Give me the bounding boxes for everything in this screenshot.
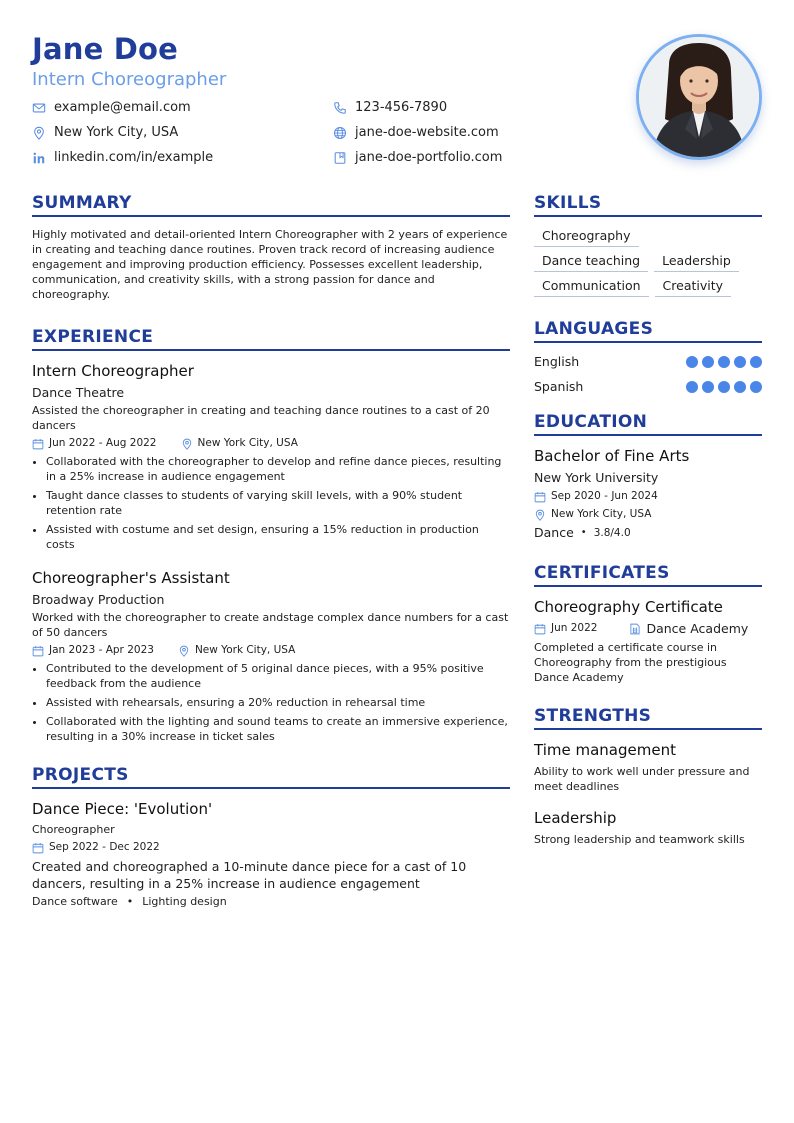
proficiency-dot [702,356,714,368]
phone-text: 123-456-7890 [355,100,448,115]
portfolio-bookmark-icon [333,151,347,165]
email-text: example@email.com [54,100,191,115]
job-dates: Jan 2023 - Apr 2023 [49,644,154,656]
tag-separator: • [126,895,134,908]
job-bullet: • Collaborated with the choreographer to develop and refine dance pieces, resulting in a 25% increase in audience engagement [46,454,510,484]
contact-email[interactable] [32,98,333,117]
experience-item [32,568,510,744]
skill-tag: Choreography [534,227,639,247]
candidate-role: Intern Choreographer [32,69,227,90]
strength-title: Time management [534,741,676,759]
language-row [534,349,762,374]
project-dates: Sep 2022 - Dec 2022 [49,841,160,853]
resume-body [32,192,762,908]
project-role: Choreographer [32,823,115,836]
school-name: New York University [534,470,659,485]
projects-section [32,764,510,908]
experience-section [32,326,510,744]
certificate-description: Completed a certificate course in Choreography from the prestigious Dance Academy [534,641,727,684]
language-row [534,374,762,399]
summary-section [32,192,510,302]
proficiency-dot [734,381,746,393]
certificates-heading: CERTIFICATES [534,562,762,587]
education-location-row [534,507,762,522]
strength-title: Leadership [534,809,617,827]
proficiency-dot [686,356,698,368]
skills-heading: SKILLS [534,192,762,217]
field-separator: • [580,527,587,538]
certificate-date: Jun 2022 [551,622,598,634]
job-bullet: • Assisted with costume and set design, ensuring a 15% reduction in production costs [46,522,510,552]
strengths-section [534,705,762,847]
resume-header [32,30,762,192]
job-bullets [32,454,510,552]
experience-item [32,361,510,552]
proficiency-dot [750,356,762,368]
languages-heading: LANGUAGES [534,318,762,343]
skill-tag: Creativity [655,277,732,297]
job-title: Choreographer's Assistant [32,569,230,587]
education-field: Dance [534,525,574,540]
candidate-name: Jane Doe [32,32,179,66]
location-pin-icon [534,509,546,521]
job-location: New York City, USA [194,644,296,656]
calendar-icon [32,438,44,450]
skill-tag: Communication [534,277,649,297]
job-description: Worked with the choreographer to create andstage complex dance numbers for a cast of 50 dancers [32,611,509,639]
proficiency-dot [734,356,746,368]
proficiency-dot [718,356,730,368]
job-meta [32,436,510,451]
institution-icon [629,623,641,635]
degree: Bachelor of Fine Arts [534,447,690,465]
certificate-issuer: Dance Academy [646,621,749,636]
job-title: Intern Choreographer [32,362,194,380]
location-pin-icon [181,438,193,450]
skill-tag: Dance teaching [534,252,648,272]
project-tag: Lighting design [142,895,227,908]
company-name: Dance Theatre [32,385,125,400]
left-column [32,192,510,908]
language-level [682,356,762,368]
portfolio-text: jane-doe-portfolio.com [355,150,503,165]
profile-avatar-illustration [639,37,759,157]
job-bullet: • Assisted with rehearsals, ensuring a 20% reduction in rehearsal time [46,695,510,710]
calendar-icon [534,491,546,503]
education-gpa: 3.8/4.0 [593,526,631,539]
contact-portfolio[interactable] [333,148,532,167]
job-location: New York City, USA [197,437,298,449]
calendar-icon [32,842,44,854]
proficiency-dot [702,381,714,393]
summary-text: Highly motivated and detail-oriented Intern Choreographer with 2 years of experience in creating and teaching dance routines. Proven track record of increasing audience engagement and improving production efficiency. Possesses excellent leadership, communication, and creativity skills, with a strong passion for dance and choreography. [32,228,508,301]
certificate-meta [534,621,762,636]
location-pin-icon [32,126,46,140]
skill-tag: Leadership [654,252,739,272]
project-title: Dance Piece: 'Evolution' [32,800,213,818]
education-location: New York City, USA [551,508,652,520]
education-dates-row [534,489,762,504]
contact-website[interactable] [333,123,532,142]
language-name: Spanish [534,379,584,394]
job-meta [32,643,510,658]
strength-text: Ability to work well under pressure and meet deadlines [534,765,750,793]
proficiency-dot [686,381,698,393]
contact-linkedin[interactable] [32,148,333,167]
job-bullet: • Collaborated with the lighting and sound teams to create an immersive experience, resulting in a 30% increase in ticket sales [46,714,510,744]
job-dates: Jun 2022 - Aug 2022 [49,437,157,449]
phone-icon [333,101,347,115]
projects-heading: PROJECTS [32,764,510,789]
education-section [534,411,762,540]
experience-heading: EXPERIENCE [32,326,510,351]
job-description: Assisted the choreographer in creating and teaching dance routines to a cast of 20 dancers [32,404,490,432]
right-column [534,192,762,908]
strengths-heading: STRENGTHS [534,705,762,730]
location-pin-icon [178,645,190,657]
project-tag: Dance software [32,895,118,908]
proficiency-dot [750,381,762,393]
job-bullet: • Contributed to the development of 5 original dance pieces, with a 95% positive feedback from the audience [46,661,510,691]
project-description: Created and choreographed a 10-minute dance piece for a cast of 10 dancers, resulting in a 25% increase in audience engagement [32,859,467,891]
job-bullet: • Taught dance classes to students of varying skill levels, with a 90% student retention rate [46,488,510,518]
summary-heading: SUMMARY [32,192,510,217]
location-text: New York City, USA [54,125,179,140]
certificate-name: Choreography Certificate [534,598,723,616]
language-level [682,381,762,393]
language-name: English [534,354,580,369]
skills-section [534,192,762,302]
project-tags [32,895,510,908]
certificates-section [534,562,762,685]
strength-text: Strong leadership and teamwork skills [534,833,745,846]
globe-icon [333,126,347,140]
profile-photo [636,34,762,160]
contact-info [32,98,532,167]
company-name: Broadway Production [32,592,165,607]
project-meta [32,840,510,855]
linkedin-text: linkedin.com/in/example [54,150,214,165]
project-item [32,799,510,908]
proficiency-dot [718,381,730,393]
website-text: jane-doe-website.com [355,125,499,140]
calendar-icon [32,645,44,657]
contact-phone[interactable] [333,98,532,117]
education-dates: Sep 2020 - Jun 2024 [551,490,658,502]
skills-list [534,227,762,302]
job-bullets [32,661,510,744]
languages-section [534,318,762,399]
calendar-icon [534,623,546,635]
contact-location [32,123,333,142]
mail-icon [32,101,46,115]
linkedin-icon [32,151,46,165]
education-field-row [534,525,762,540]
education-heading: EDUCATION [534,411,762,436]
